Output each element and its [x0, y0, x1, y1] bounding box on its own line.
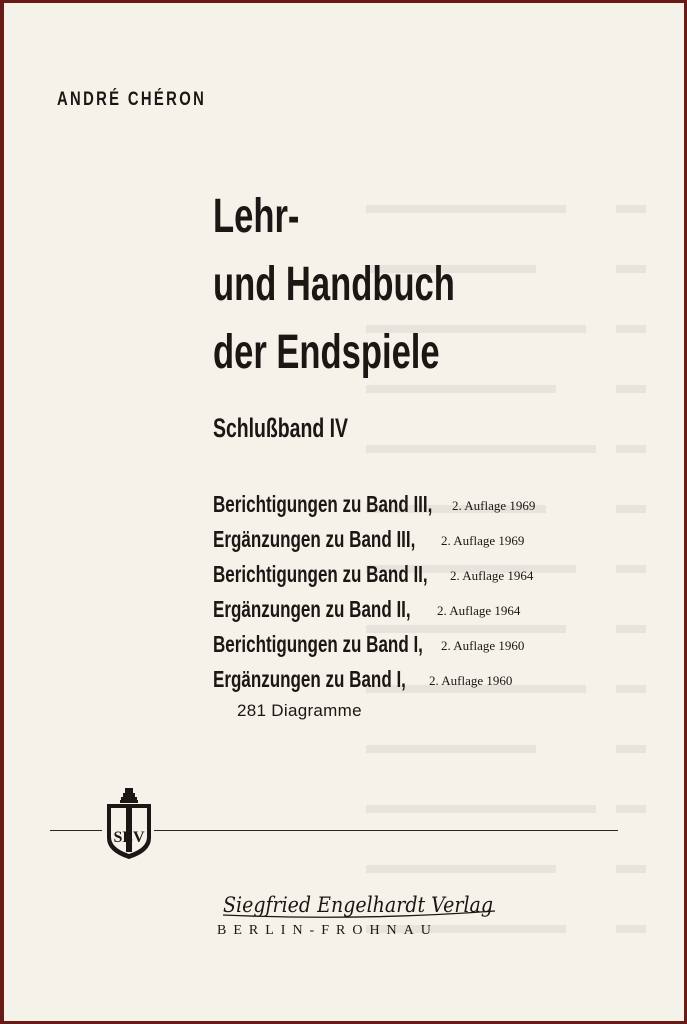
- divider-rule-left: [50, 830, 102, 831]
- contents-item-title: Ergänzungen zu Band I,: [213, 666, 406, 692]
- signature-text: Siegfried Engelhardt Verlag: [223, 893, 493, 917]
- contents-item: [213, 631, 525, 658]
- contents-item-edition: 2. Auflage 1964: [450, 568, 534, 583]
- book-subtitle: Schlußband IV: [213, 413, 349, 443]
- publisher-city: BERLIN-FROHNAU: [217, 923, 438, 938]
- contents-item-edition: 2. Auflage 1964: [437, 603, 521, 618]
- author-name: ANDRÉ CHÉRON: [57, 89, 207, 110]
- contents-item-title: Ergänzungen zu Band II,: [213, 596, 411, 622]
- contents-item: [213, 526, 525, 553]
- contents-item-title: Ergänzungen zu Band III,: [213, 526, 416, 552]
- publisher-logo: [105, 786, 153, 861]
- book-title-line-1: Lehr-: [213, 190, 300, 243]
- contents-item-edition: 2. Auflage 1960: [441, 638, 525, 653]
- book-title-line-2: und Handbuch: [213, 258, 455, 311]
- publisher-signature: [219, 881, 499, 925]
- contents-item-title: Berichtigungen zu Band I,: [213, 631, 423, 657]
- diagram-count: 281 Diagramme: [237, 701, 362, 720]
- contents-item-edition: 2. Auflage 1960: [429, 673, 513, 688]
- contents-item-title: Berichtigungen zu Band II,: [213, 561, 428, 587]
- contents-item-title: Berichtigungen zu Band III,: [213, 491, 433, 517]
- logo-lettering: SEV: [113, 829, 145, 846]
- book-title-line-3: der Endspiele: [213, 326, 440, 379]
- contents-item-edition: 2. Auflage 1969: [452, 498, 536, 513]
- title-page: [4, 3, 684, 1021]
- contents-item: [213, 666, 513, 693]
- contents-item: [213, 561, 534, 588]
- contents-item-edition: 2. Auflage 1969: [441, 533, 525, 548]
- divider-rule-right: [154, 830, 618, 831]
- contents-item: [213, 491, 536, 518]
- contents-item: [213, 596, 521, 623]
